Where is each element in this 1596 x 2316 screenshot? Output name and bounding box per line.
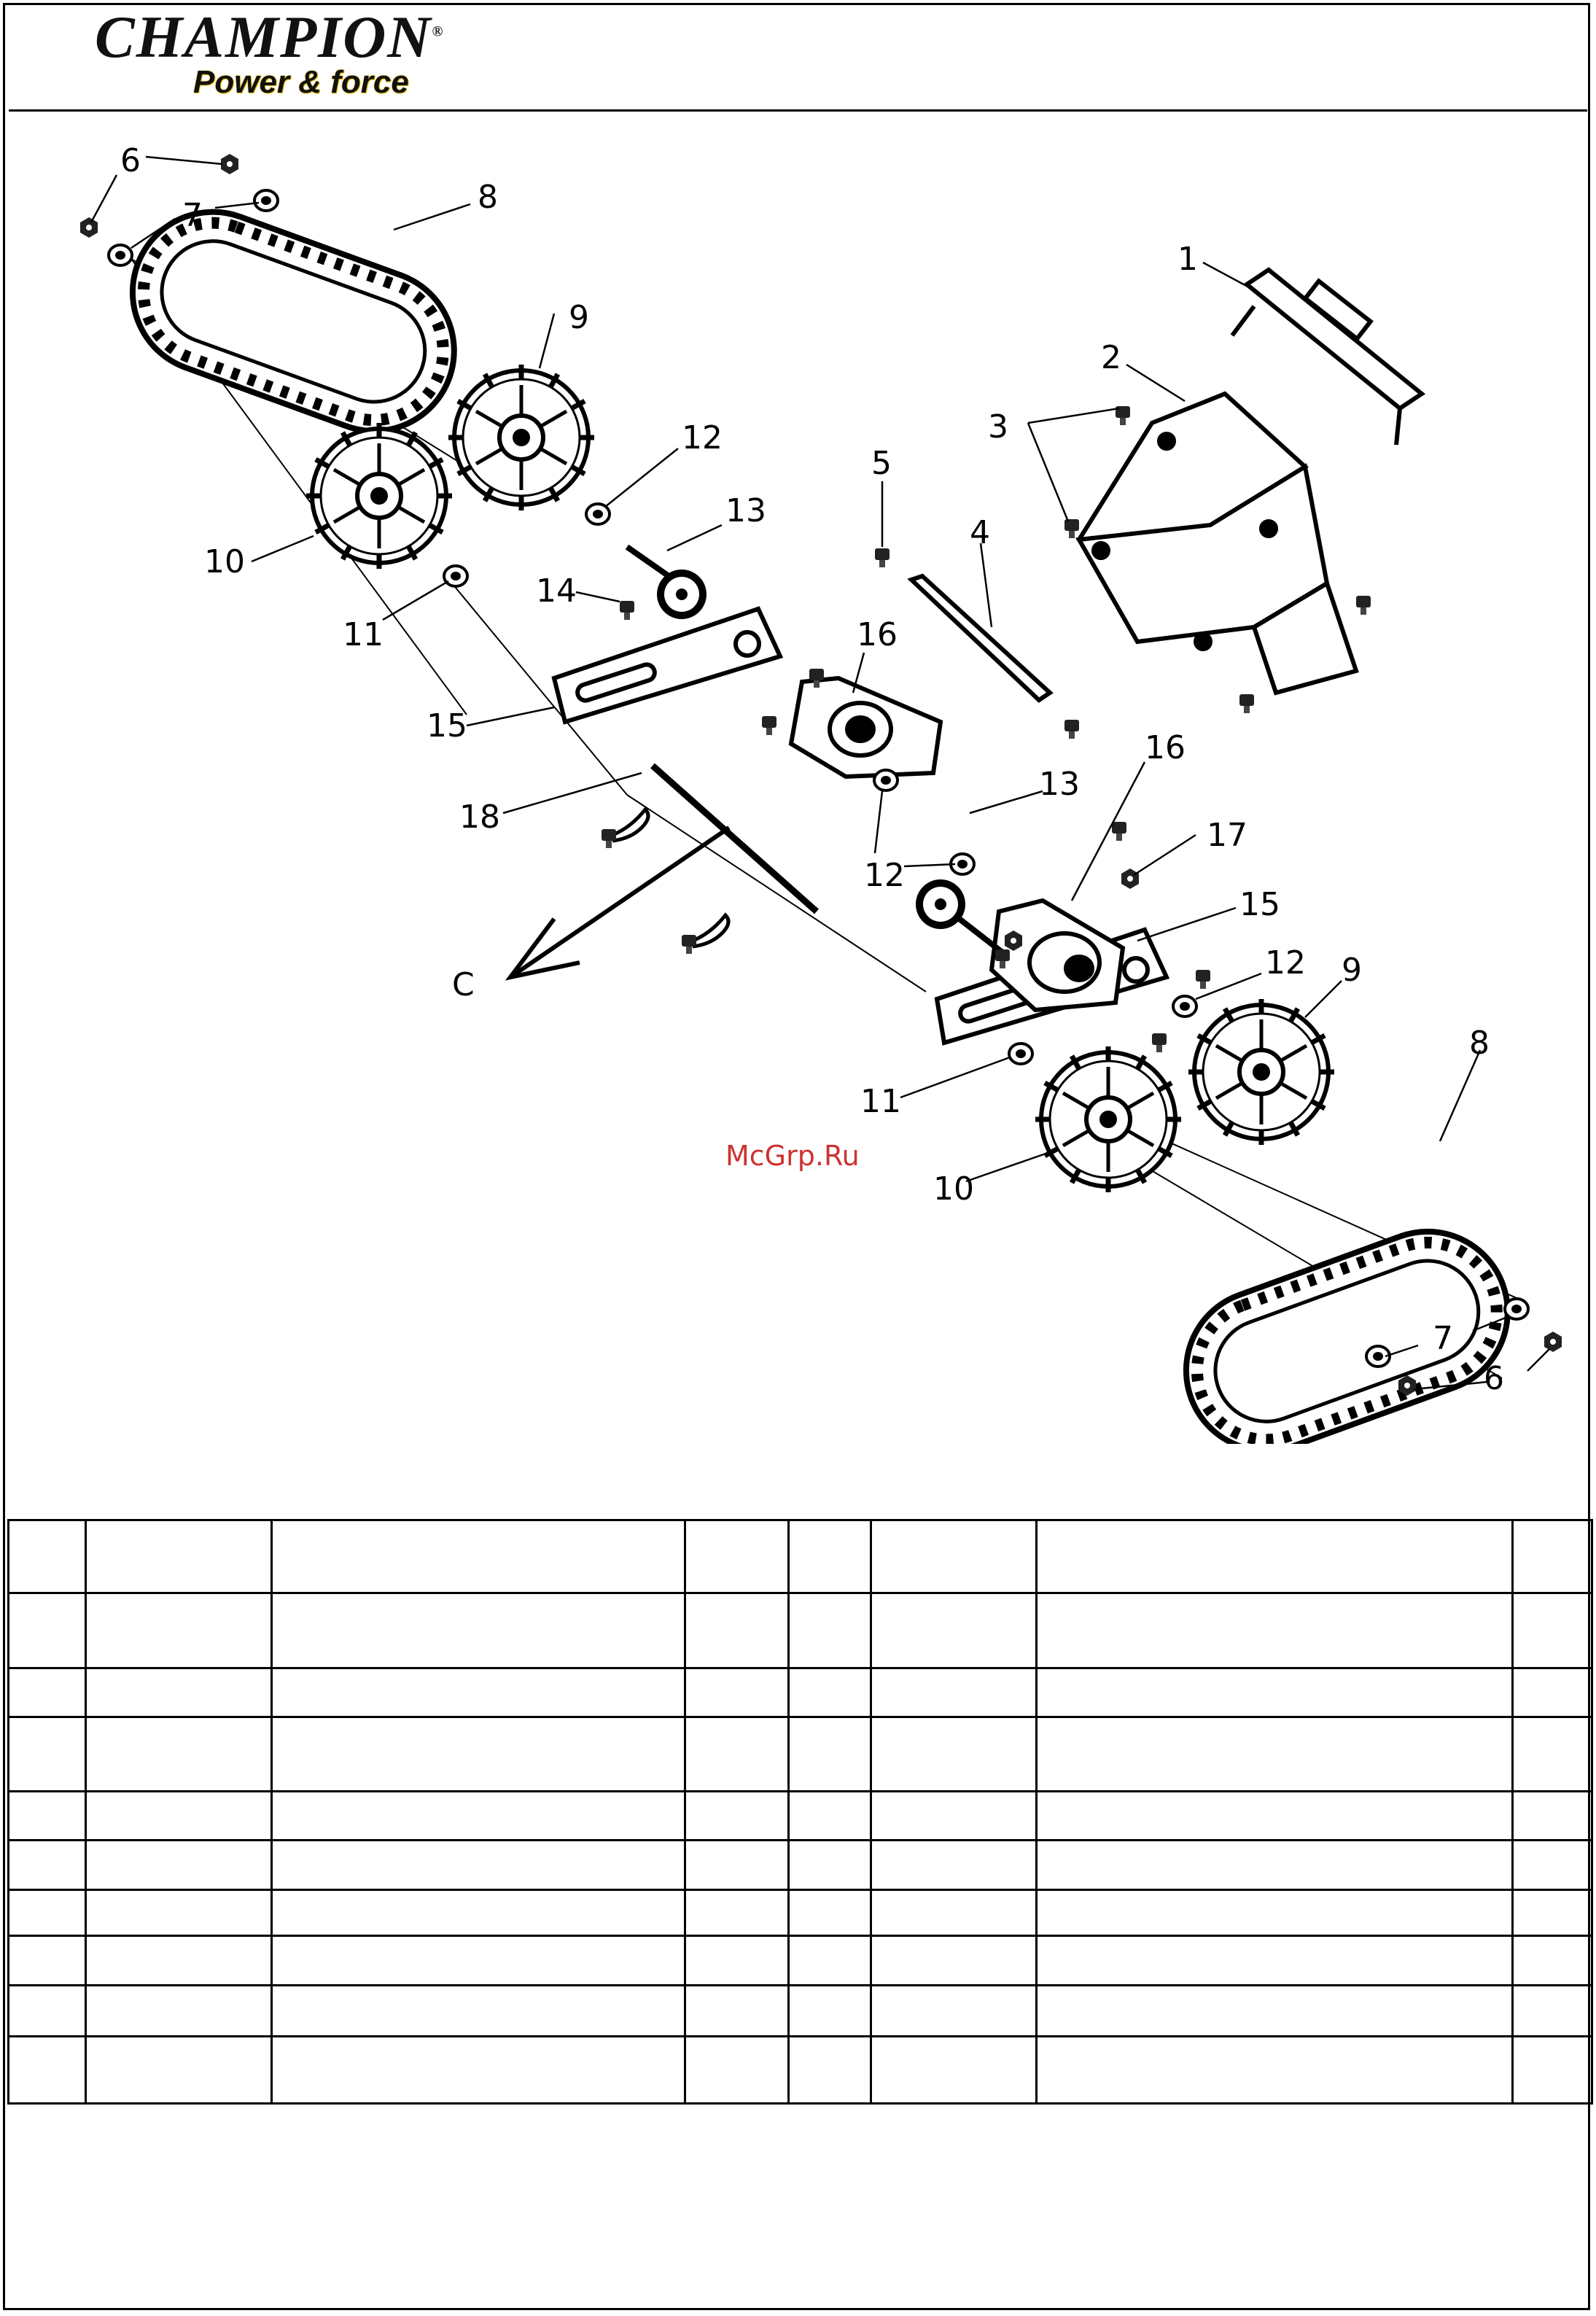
brand-tagline: Power & force [193,64,409,100]
table-cell [789,1520,871,1593]
callout-16-lower: 16 [1145,729,1186,766]
callout-5: 5 [871,445,892,482]
callout-8-lower: 8 [1469,1025,1490,1062]
table-cell [9,1593,86,1668]
sprocket-wheel-part [1035,1046,1181,1192]
table-cell [789,1717,871,1792]
table-cell [685,1593,789,1668]
callout-12-upper: 12 [682,419,723,456]
table-cell [1037,1520,1513,1593]
brand-name: CHAMPION® [95,4,445,70]
table-cell [1037,1593,1513,1668]
table-row [9,1986,1592,2037]
table-cell [871,2037,1037,2104]
axle [653,766,817,912]
nut-part [1121,868,1139,889]
table-cell [1513,1841,1592,1890]
bolt-part [1239,694,1254,713]
table-cell [86,1792,272,1841]
table-cell [789,1668,871,1717]
guard-bracket [1232,270,1422,445]
bolt-part [1356,596,1371,615]
table-cell [1037,1890,1513,1936]
table-cell [1513,1593,1592,1668]
callout-15-lower: 15 [1239,886,1280,923]
brand-logo [95,4,445,102]
table-cell [789,2037,871,2104]
bolt-part [620,601,634,620]
callout-1: 1 [1177,241,1198,278]
housing [1079,394,1356,693]
bolt-part [1196,970,1210,989]
bolt-part [1152,1033,1167,1052]
bushing-part [109,245,132,265]
callout-17: 17 [1207,817,1247,854]
table-cell [272,2037,685,2104]
table-cell [9,1936,86,1986]
callout-3: 3 [988,408,1008,446]
table-cell [272,1841,685,1890]
table-cell [272,1792,685,1841]
table-cell [1037,1792,1513,1841]
table-cell [86,1986,272,2037]
header-divider [9,109,1587,112]
callout-10-lower: 10 [933,1170,974,1208]
table-cell [1037,1668,1513,1717]
table-cell [1513,1936,1592,1986]
callout-13-upper: 13 [725,492,766,529]
table-cell [272,1986,685,2037]
table-cell [86,1717,272,1792]
watermark: McGrp.Ru [725,1140,860,1172]
table-cell [789,1890,871,1936]
bushing-part [254,190,278,211]
table-cell [789,1841,871,1890]
table-cell [86,2037,272,2104]
track-lower [1164,1209,1530,1444]
table-cell [871,1717,1037,1792]
table-cell [1037,1841,1513,1890]
bushing-part [874,770,898,790]
table-cell [871,1890,1037,1936]
table-cell [9,1668,86,1717]
callout-16-upper: 16 [857,616,898,653]
callout-12-mid: 12 [864,857,905,894]
table-cell [272,1593,685,1668]
table-cell [685,1668,789,1717]
table-cell [685,1792,789,1841]
table-cell [871,1841,1037,1890]
track-upper [110,190,477,454]
table-cell [789,1792,871,1841]
rod [911,576,1050,700]
table-cell [272,1520,685,1593]
small-sprocket-part [657,570,706,619]
table-cell [1513,1792,1592,1841]
callout-7-upper: 7 [182,197,203,234]
table-cell [9,2037,86,2104]
callout-9-upper: 9 [569,299,589,336]
table-cell [789,1936,871,1986]
table-cell [86,1936,272,1986]
callout-11-upper: 11 [343,616,384,653]
bolt-part [602,829,616,848]
table-cell [1513,2037,1592,2104]
table-row [9,1520,1592,1593]
callout-6-lower: 6 [1484,1360,1504,1397]
table-cell [685,1986,789,2037]
table-cell [685,1841,789,1890]
table-row [9,1890,1592,1936]
callout-4: 4 [970,514,990,551]
table-cell [86,1890,272,1936]
table-cell [685,1717,789,1792]
bushing-part [1009,1044,1032,1064]
table-cell [871,1520,1037,1593]
callout-9-lower: 9 [1342,952,1362,989]
table-cell [9,1986,86,2037]
table-cell [1037,2037,1513,2104]
table-row [9,1668,1592,1717]
table-row [9,2037,1592,2104]
bushing-part [444,566,467,586]
table-cell [1513,1986,1592,2037]
plate-upper [554,609,780,722]
callout-13-lower: 13 [1039,766,1080,803]
table-cell [1513,1717,1592,1792]
table-cell [871,1792,1037,1841]
table-cell [789,1593,871,1668]
callout-2: 2 [1101,339,1121,376]
nut-part [1544,1332,1562,1352]
small-sprocket-part [916,879,965,929]
table-cell [1037,1936,1513,1986]
bolt-part [875,548,890,567]
callout-12-lower: 12 [1265,944,1306,982]
callout-11-lower: 11 [860,1083,901,1120]
bearing-flange-upper [791,678,941,777]
callout-14: 14 [536,572,577,610]
parts-table [7,1519,1593,2105]
table-cell [871,1593,1037,1668]
registered-mark: ® [432,23,445,40]
nut-part [221,154,238,174]
callout-10-upper: 10 [204,543,245,580]
table-cell [272,1890,685,1936]
table-row [9,1936,1592,1986]
table-cell [86,1668,272,1717]
table-row [9,1841,1592,1890]
table-cell [9,1841,86,1890]
table-cell [86,1520,272,1593]
bolt-part [682,935,696,954]
table-cell [871,1668,1037,1717]
table-cell [789,1986,871,2037]
exploded-parts-diagram [0,117,1596,1444]
table-cell [9,1717,86,1792]
callout-6-upper: 6 [120,142,141,179]
callout-18: 18 [459,798,500,836]
bolt-part [1112,822,1126,841]
bolt-part [762,716,776,735]
sprocket-wheel-part [448,365,594,510]
bolt-part [1064,519,1079,538]
nut-part [80,217,98,238]
table-row [9,1717,1592,1792]
table-cell [9,1520,86,1593]
table-cell [272,1936,685,1986]
sprocket-wheel-part [1188,999,1334,1145]
direction-arrow [510,828,729,977]
table-cell [86,1593,272,1668]
table-cell [9,1890,86,1936]
table-cell [1513,1890,1592,1936]
bolt-part [1064,720,1079,739]
table-cell [871,1986,1037,2037]
table-row [9,1593,1592,1668]
table-cell [685,1890,789,1936]
table-cell [9,1792,86,1841]
callout-7-lower: 7 [1433,1320,1453,1357]
table-cell [272,1717,685,1792]
table-cell [685,1520,789,1593]
callout-C: C [452,966,475,1003]
table-cell [685,2037,789,2104]
table-cell [871,1936,1037,1986]
table-cell [685,1936,789,1986]
table-cell [272,1668,685,1717]
table-cell [1037,1717,1513,1792]
table-cell [1513,1668,1592,1717]
table-cell [1037,1986,1513,2037]
table-row [9,1792,1592,1841]
table-cell [1513,1520,1592,1593]
table-cell [86,1841,272,1890]
callout-8-upper: 8 [478,179,498,216]
callout-15-upper: 15 [427,707,467,745]
bushing-part [1173,996,1196,1017]
